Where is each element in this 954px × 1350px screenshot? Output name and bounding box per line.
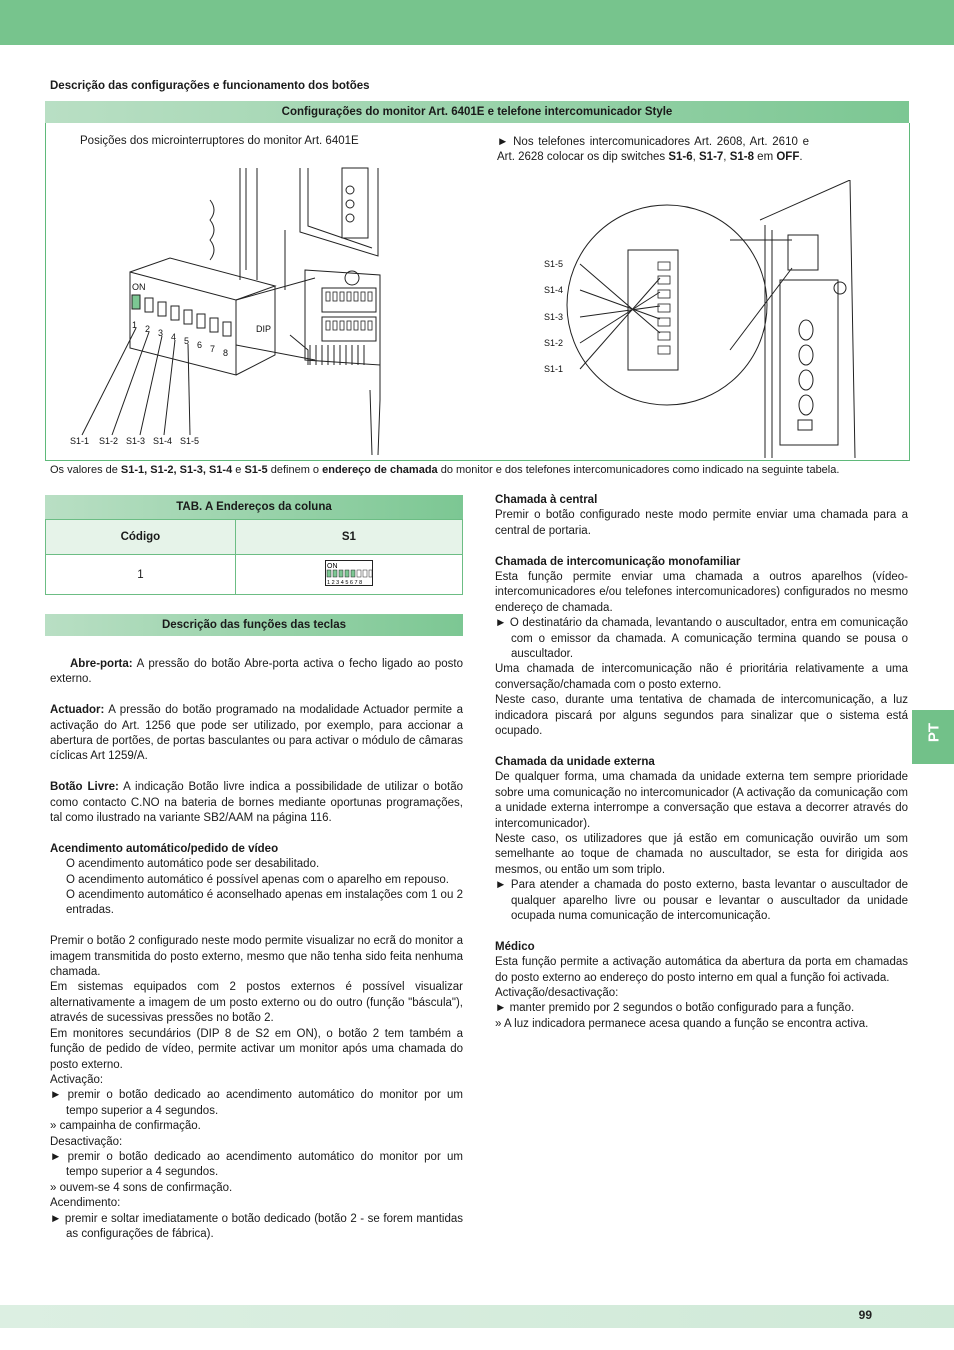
medico-title: Médico xyxy=(495,940,535,953)
page-number: 99 xyxy=(858,1308,872,1322)
dip-number: 1 xyxy=(132,320,138,330)
switch-label: S1-3 xyxy=(544,312,564,322)
botao-livre-title: Botão Livre: xyxy=(50,781,119,794)
actuador-title: Actuador: xyxy=(50,704,105,717)
switch-label: S1-5 xyxy=(180,436,200,446)
dip-label-text: DIP xyxy=(256,324,272,334)
intercom-call-title: Chamada de intercomunicação monofamiliar xyxy=(495,555,741,568)
dip-number: 2 xyxy=(145,324,151,334)
address-table-title-bar xyxy=(45,495,463,519)
section-heading: Descrição das configurações e funcionamento dos botões xyxy=(50,80,370,92)
dip-number: 7 xyxy=(210,344,216,354)
central-call-title: Chamada à central xyxy=(495,494,598,506)
external-call-title: Chamada da unidade externa xyxy=(495,755,655,768)
address-note: Os valores de S1-1, S1-2, S1-3, S1-4 e S1-5 definem o endereço de chamada do monitor e dos telefones intercomunicadores como indicado na seguinte tabela. xyxy=(50,464,840,476)
top-header-bar xyxy=(0,0,954,45)
table-cell-dip xyxy=(235,555,462,595)
functions-title-bar xyxy=(45,614,463,636)
switch-label: S1-2 xyxy=(99,436,119,446)
auto-video-title: Acendimento automático/pedido de vídeo xyxy=(50,842,279,855)
monitor-dip-drawing xyxy=(60,160,400,455)
dip-number: 5 xyxy=(184,336,190,346)
config-title: Configurações do monitor Art. 6401E e telefone intercomunicador Style xyxy=(281,106,673,118)
switch-label: S1-4 xyxy=(153,436,173,446)
mini-dip-on: ON xyxy=(326,563,338,570)
dip-on-text: ON xyxy=(132,282,146,292)
table-cell-code: 1 xyxy=(46,555,236,595)
switch-label: S1-5 xyxy=(544,259,564,269)
switch-label: S1-3 xyxy=(126,436,146,446)
switch-label: S1-1 xyxy=(544,364,564,374)
address-table-title: TAB. A Endereços da coluna xyxy=(176,501,332,513)
intercom-dip-instruction: ► Nos telefones intercomunicadores Art. 2608, Art. 2610 e Art. 2628 colocar os dip switches S1-6, S1-7, S1-8 em OFF. xyxy=(497,136,809,164)
config-title-bar xyxy=(45,101,909,123)
table-header-s1: S1 xyxy=(235,520,462,555)
left-text-column: Abre-porta: A pressão do botão Abre-porta activa o fecho ligado ao posto externo. Actuador: A pressão do botão programado na modalidade Actuador permite a activação do Art. 1256 que pode ser utilizado, por exemplo, para accionar a abertura de portões, de portas basculantes ou para activar o módulo de câmaras cíclicas Art 1259/A. Botão Livre: A indicação Botão livre indica a possibilidade de utilizar o botão como contacto C.NO na bateria de bornes mediante oportunas programações, tal como ilustrado na variante SB2/AAM na página 116. Acendimento automático/pedido de vídeo O acendimento automático pode ser desabilitado. O acendimento automático é possível apenas com o aparelho em repouso. O acendimento automático é aconselhado apenas em instalações com 1 ou 2 entradas. Premir o botão 2 configurado neste modo permite visualizar no ecrã do monitor a imagem transmitida do posto externo, mesmo que não tenha sido feita nenhuma chamada. Em sistemas equipados com 2 postos externos é possível visualizar alternativamente a imagem de um posto externo ou do outro (função "báscula"), através de sucessivas pressões no botão 2. Em monitores secundários (DIP 8 de S2 em ON), o botão 2 tem também a função de pedido de vídeo, permite activar um monitor após uma chamada do posto externo. Activação: ► premir o botão dedicado ao acendimento automático do monitor por um tempo superior a 4 segundos. » campainha de confirmação. Desactivação: ► premir o botão dedicado ao acendimento automático do monitor por um tempo superior a 4 segundos. » ouvem-se 4 sons de confirmação. Acendimento: ► premir e soltar imediatamente o botão dedicado (botão 2 - se forem mantidas as configurações de fábrica). xyxy=(50,658,464,1240)
dip-number: 6 xyxy=(197,340,203,350)
address-table xyxy=(45,495,463,595)
right-text-column: Chamada à central Premir o botão configurado neste modo permite enviar uma chamada para a central de portaria. Chamada de intercomunicação monofamiliar Esta função permite enviar uma chamada a outros aparelhos (vídeo-intercomunicadores e/ou telefones intercomunicadores) configurados no mesmo endereço de chamada. ► O destinatário da chamada, levantando o auscultador, entra em comunicação com o emissor da chamada. A comunicação termina quando se pousa o auscultador. Uma chamada de intercomunicação não é prioritária relativamente a uma conversação/chamada com o posto externo. Neste caso, durante uma tentativa de chamada de intercomunicação, a luz indicadora piscará por alguns segundos para sinalizar que o sistema está ocupado. Chamada da unidade externa De qualquer forma, uma chamada da unidade externa tem sempre prioridade sobre uma comunicação no intercomunicador (A activação da comunicação com a unidade externa interrompe a conversação que estava a decorrer através do intercomunicador). Neste caso, os utilizadores que já estão em comunicação ouvirão um som semelhante ao toque de chamada no auscultador, se esta for dirigida aos mesmos, ou então um som triplo. ► Para atender a chamada do posto externo, basta levantar o auscultador de qualquer aparelho livre ou pousar e levantar o auscultador da unidade ocupada numa comunicação de intercomunicação. Médico Esta função permite a activação automática da abertura da porta em chamadas do posto externo ao endereço do posto interno em qual a função foi activada. Activação/desactivação: ► manter premido por 2 segundos o botão configurado para a função. » A luz indicadora permanece acesa quando a função se encontra activa. xyxy=(495,494,908,1030)
language-tab xyxy=(912,710,954,764)
table-header-code: Código xyxy=(46,520,236,555)
language-tab-label: PT xyxy=(925,722,943,743)
dip-number: 8 xyxy=(223,348,229,358)
mini-dip-switch-icon xyxy=(325,560,373,586)
dip-number: 3 xyxy=(158,328,164,338)
switch-label: S1-1 xyxy=(70,436,90,446)
abre-porta-title: Abre-porta: xyxy=(70,658,133,670)
mini-dip-numbers: 1 2 3 4 5 6 7 8 xyxy=(326,580,363,586)
switch-label: S1-4 xyxy=(544,285,564,295)
switch-label: S1-2 xyxy=(544,338,564,348)
monitor-dip-caption: Posições dos microinterruptores do monitor Art. 6401E xyxy=(80,135,359,147)
footer-bar xyxy=(0,1305,954,1328)
address-table-grid xyxy=(45,519,463,595)
functions-title: Descrição das funções das teclas xyxy=(161,619,347,631)
dip-number: 4 xyxy=(171,332,177,342)
intercom-dip-drawing xyxy=(540,180,870,458)
